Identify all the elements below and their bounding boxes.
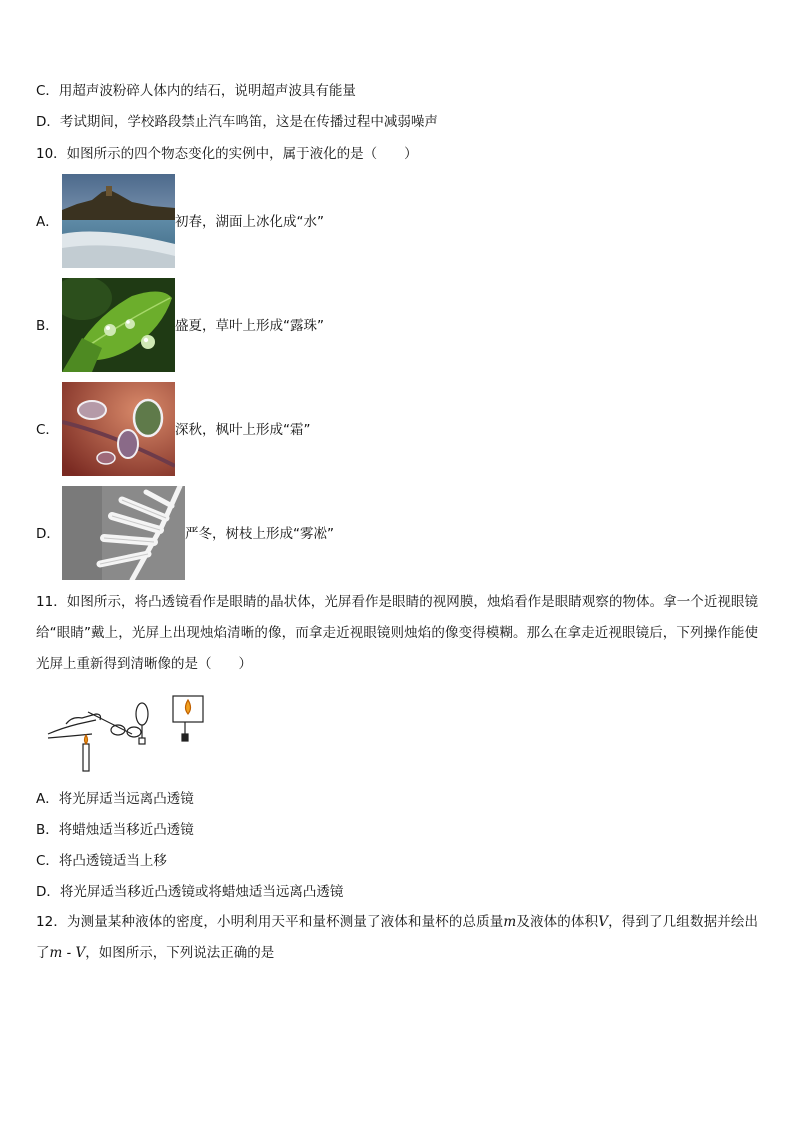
q12-text-2: 及液体的体积 — [516, 914, 599, 930]
lake-ice-photo — [62, 174, 175, 268]
q10-option-c-text: 深秋，枫叶上形成“霜” — [175, 422, 311, 438]
question-12-stem — [36, 907, 758, 969]
question-11-stem: 11．如图所示，将凸透镜看作是眼睛的晶状体，光屏看作是眼睛的视网膜，烛焰看作是眼睛观察的物体。拿一个近视眼镜给“眼睛”戴上，光屏上出现烛焰清晰的像，而拿走近视眼镜则烛焰的像变得模糊。那么在拿走近视眼镜后，下列操作能使光屏上重新得到清晰像的是（ ） — [36, 594, 758, 672]
q10-option-c-label: C． — [36, 422, 59, 438]
q11-option-c: C．将凸透镜适当上移 — [36, 853, 167, 869]
q12-var-m: m — [503, 914, 517, 930]
frost-leaf-photo — [62, 382, 175, 476]
q10-option-b-label: B． — [36, 318, 59, 334]
q11-option-a: A．将光屏适当远离凸透镜 — [36, 791, 194, 807]
question-10-stem: 10．如图所示的四个物态变化的实例中，属于液化的是（ ） — [36, 146, 418, 162]
q12-text-4: ，如图所示，下列说法正确的是 — [85, 945, 275, 961]
dew-leaf-photo — [62, 278, 175, 372]
q10-option-d-text: 严冬，树枝上形成“雾凇” — [185, 526, 334, 542]
rime-branch-photo — [62, 486, 185, 580]
q10-option-a-text: 初春，湖面上冰化成“水” — [175, 214, 324, 230]
q12-text-3: ，得到了几组数据并绘出了 — [36, 914, 759, 961]
option-d-prev: D．考试期间，学校路段禁止汽车鸣笛，这是在传播过程中减弱噪声 — [36, 114, 438, 130]
q12-text-1: 12．为测量某种液体的密度，小明利用天平和量杯测量了液体和量杯的总质量 — [36, 914, 504, 930]
lens-experiment-figure — [42, 690, 212, 774]
q11-option-d: D．将光屏适当移近凸透镜或将蜡烛适当远离凸透镜 — [36, 884, 344, 900]
q12-var-v: V — [598, 914, 608, 930]
q10-option-b-text: 盛夏，草叶上形成“露珠” — [175, 318, 324, 334]
q11-option-b: B．将蜡烛适当移近凸透镜 — [36, 822, 194, 838]
q12-var-mv: m - V — [49, 945, 86, 961]
option-c-prev: C．用超声波粉碎人体内的结石，说明超声波具有能量 — [36, 83, 356, 99]
q10-option-a-label: A． — [36, 214, 59, 230]
q10-option-d-label: D． — [36, 526, 60, 542]
